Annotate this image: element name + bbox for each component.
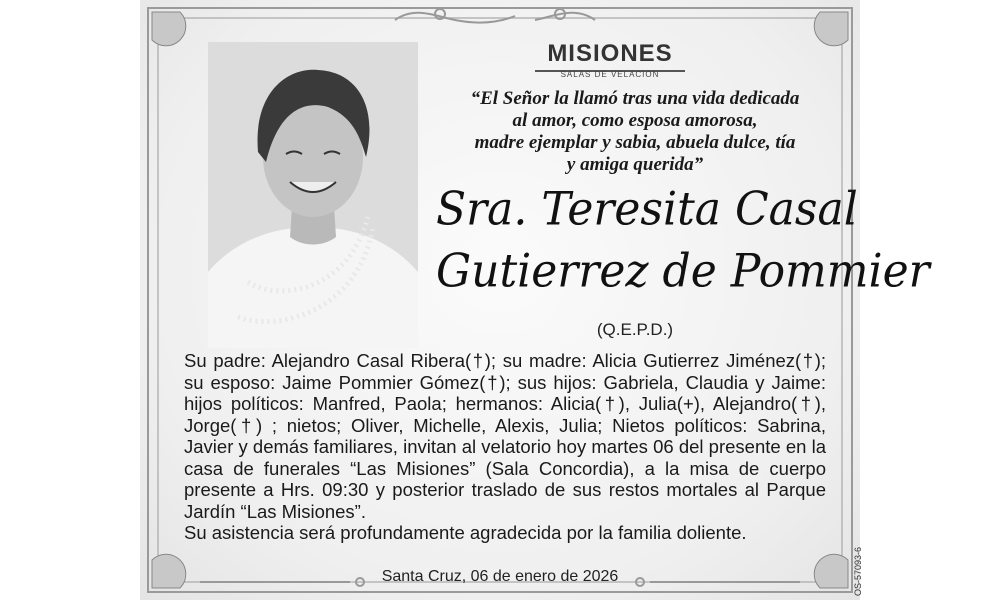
closing-sentence: Su asistencia será profundamente agradecida por la familia doliente. — [184, 522, 747, 543]
family-paragraph: Su padre: Alejandro Casal Ribera(†); su madre: Alicia Gutierrez Jiménez(†); su esposo: Jaime Pommier Gómez(†); sus hijos: Gabriela, Claudia y Jaime: hijos políticos: Manfred, Paola; hermanos: Alicia(†), Julia(+), Alejandro(†), Jorge(†) ; nietos; Oliver, Michelle, Alexis, Julia; Nietos políticos: Sabrina, Javier y demás familiares, invitan al velatorio hoy martes 06 del presente en la casa de funerales “Las Misiones” (Sala Concordia), a la misa de cuerpo presente a Hrs. 09:30 y posterior traslado de sus restos mortales al Parque Jardín “Las Misiones”. — [184, 350, 826, 522]
memorial-quote — [440, 88, 830, 176]
ad-code: OS-57093-6 — [853, 546, 863, 596]
place-date: Santa Cruz, 06 de enero de 2026 — [381, 568, 619, 585]
obituary-body — [184, 350, 826, 544]
portrait-illustration — [208, 42, 418, 348]
deceased-name-line2: Gutierrez de Pommier — [436, 244, 930, 299]
quote-line: madre ejemplar y sabia, abuela dulce, tía — [474, 132, 796, 153]
obituary-card — [140, 0, 930, 600]
logo-subtitle: SALAS DE VELACION — [560, 70, 660, 79]
portrait-photo — [208, 42, 418, 348]
funeral-home-logo — [530, 40, 690, 79]
quote-line: al amor, como esposa amorosa, — [512, 110, 758, 131]
deceased-name-line1: Sra. Teresita Casal — [436, 182, 858, 237]
quote-line: y amiga querida” — [566, 154, 704, 175]
quote-line: “El Señor la llamó tras una vida dedicada — [470, 88, 800, 109]
logo-name: MISIONES — [547, 40, 673, 67]
qepd-label: (Q.E.P.D.) — [596, 320, 674, 339]
